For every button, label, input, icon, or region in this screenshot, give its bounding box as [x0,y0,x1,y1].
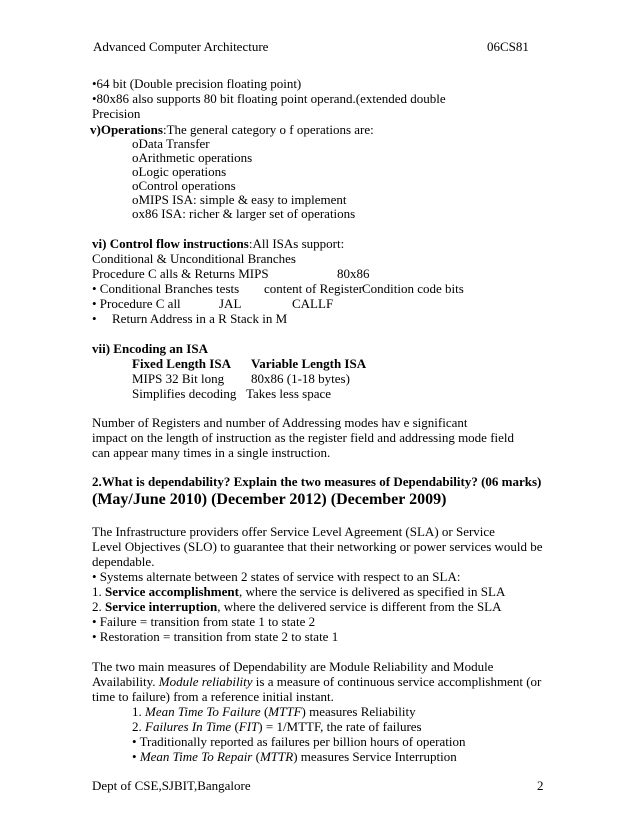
term: Failures In Time [145,719,232,734]
text-line: Return Address in a R Stack in M [112,311,288,326]
question-heading: 2.What is dependability? Explain the two measures of Dependability? (06 marks) [92,474,542,489]
term: Service accomplishment [105,584,239,599]
text-line [92,599,502,614]
text-line: • Failure = transition from state 1 to state 2 [92,614,316,629]
text-line [92,674,541,689]
text-line: time to failure) from a reference initial instant. [92,689,334,704]
bullet: • [132,749,140,764]
list-item: oArithmetic operations [132,150,253,165]
text-line: • Restoration = transition from state 2 to state 1 [92,629,339,644]
table-cell: Simplifies decoding [132,386,237,401]
text-span: ( [260,704,269,719]
header-code: 06CS81 [487,39,529,54]
text-line: •64 bit (Double precision floating point) [92,76,302,91]
text-line: The Infrastructure providers offer Service Level Agreement (SLA) or Service [92,524,495,539]
text-span: ) = 1/MTTF, the rate of failures [258,719,422,734]
text-line: Number of Registers and number of Addressing modes hav e significant [92,415,468,430]
text-line: • Procedure C all [92,296,181,311]
table-cell: Takes less space [246,386,332,401]
abbreviation: FIT [238,719,259,734]
text-line: impact on the length of instruction as the register field and addressing mode field [92,430,515,445]
control-flow-heading [92,236,344,251]
operations-heading [90,122,374,137]
text-line: JAL [219,296,242,311]
operations-label: v)Operations [90,122,163,137]
list-item: oData Transfer [132,136,210,151]
text-span: ) measures Reliability [301,704,416,719]
text-line: dependable. [92,554,155,569]
term: Mean Time To Repair [139,749,253,764]
text-line: Conditional & Unconditional Branches [92,251,296,266]
item-number: 1. [132,704,145,719]
text-line: • [92,311,97,326]
term: Service interruption [105,599,218,614]
text-line: Precision [92,106,141,121]
text-span: is a measure of continuous service accomplishment (or [252,674,542,689]
list-item [132,704,416,719]
table-cell: 80x86 (1-18 bytes) [251,371,350,386]
text-line: The two main measures of Dependability are Module Reliability and Module [92,659,494,674]
table-cell: MIPS 32 Bit long [132,371,225,386]
text-line: content of Register [264,281,363,296]
text-line: CALLF [292,296,334,311]
control-flow-desc: :All ISAs support: [248,236,345,251]
column-header: Fixed Length ISA [132,356,231,371]
encoding-heading: vii) Encoding an ISA [92,341,208,356]
item-number: 1. [92,584,105,599]
term: Module reliability [158,674,253,689]
list-item [132,749,457,764]
page-number: 2 [537,778,544,793]
text-line: • Conditional Branches tests [92,281,240,296]
control-flow-label: vi) Control flow instructions [92,236,249,251]
list-item: • Traditionally reported as failures per billion hours of operation [132,734,466,749]
list-item: oControl operations [132,178,236,193]
text-line: Procedure C alls & Returns MIPS [92,266,269,281]
text-span: ( [252,749,260,764]
list-item: oMIPS ISA: simple & easy to implement [132,192,347,207]
header-title: Advanced Computer Architecture [93,39,269,54]
text-span: Availability. [92,674,159,689]
list-item [132,719,422,734]
list-item: oLogic operations [132,164,227,179]
text-line: 80x86 [337,266,370,281]
text-line: can appear many times in a single instruction. [92,445,331,460]
abbreviation: MTTR [259,749,294,764]
text-span: ) measures Service Interruption [293,749,457,764]
text-line: Level Objectives (SLO) to guarantee that their networking or power services would be [92,539,543,554]
definition: , where the delivered service is different from the SLA [217,599,502,614]
item-number: 2. [92,599,105,614]
column-header: Variable Length ISA [251,356,367,371]
text-line: Condition code bits [362,281,464,296]
text-line [92,584,505,599]
footer-dept: Dept of CSE,SJBIT,Bangalore [92,778,251,793]
item-number: 2. [132,719,145,734]
question-dates: (May/June 2010) (December 2012) (December 2009) [92,491,447,508]
definition: , where the service is delivered as specified in SLA [238,584,506,599]
term: Mean Time To Failure [145,704,261,719]
operations-desc: :The general category o f operations are: [162,122,374,137]
text-line: •80x86 also supports 80 bit floating point operand.(extended double [92,91,446,106]
abbreviation: MTTF [268,704,302,719]
list-item: ox86 ISA: richer & larger set of operations [132,206,356,221]
text-line: • Systems alternate between 2 states of service with respect to an SLA: [92,569,461,584]
text-span: ( [231,719,239,734]
